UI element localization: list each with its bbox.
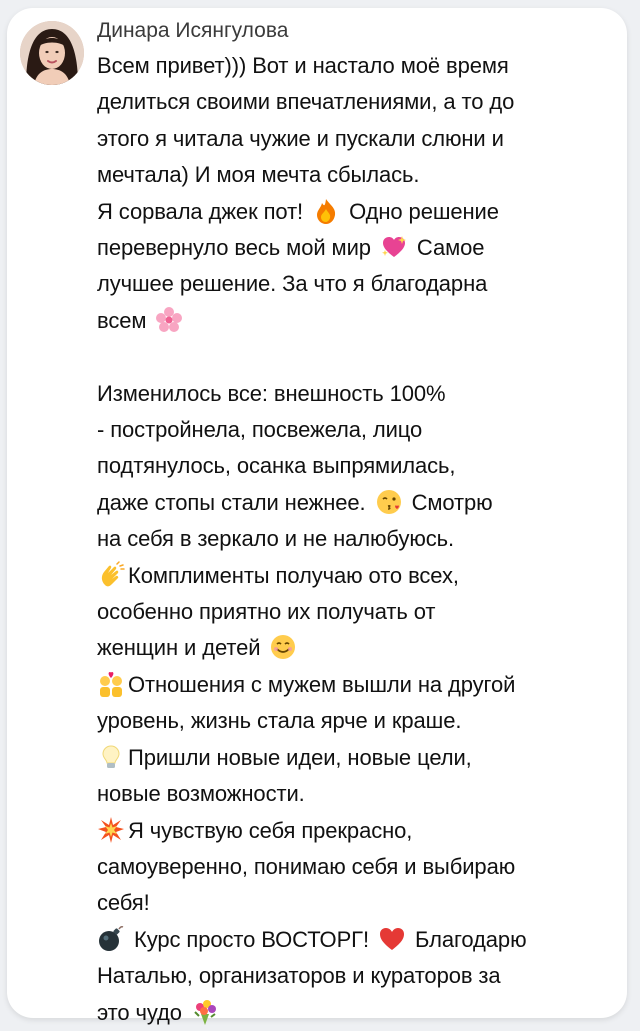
author-name[interactable]: Динара Исянгулова (97, 19, 289, 42)
review-line (97, 412, 617, 448)
review-text: Всем привет))) Вот и настало моё время (97, 53, 509, 78)
review-text: Изменилось все: внешность 100% (97, 380, 446, 406)
review-line (97, 485, 617, 521)
review-text: женщин и детей (97, 635, 261, 661)
review-line (97, 922, 617, 958)
review-text: это чудо (97, 999, 182, 1025)
review-line (97, 121, 617, 157)
review-line (97, 558, 617, 594)
review-line (97, 630, 617, 666)
review-text: Благодарю (415, 926, 527, 952)
review-line (97, 995, 617, 1031)
review-line (97, 376, 617, 412)
review-line (97, 776, 617, 812)
review-text: на себя в зеркало и не налюбуюсь. (97, 526, 455, 552)
review-text: Наталью, организаторов и кураторов за (97, 963, 501, 989)
review-text: Комплименты получаю ото всех, (128, 562, 459, 588)
review-text: Я сорвала джек пот! (97, 198, 304, 224)
review-text: Курс просто ВОСТОРГ! (134, 926, 369, 952)
review-text: подтянулось, осанка выпрямилась, (97, 453, 456, 479)
review-text: Я чувствую себя прекрасно, (128, 817, 413, 843)
review-text: делиться своими впечатлениями, а то до (97, 89, 515, 115)
paragraph-gap (97, 339, 617, 375)
review-text: лучшее решение. За что я благодарна (97, 271, 488, 297)
review-text: Одно решение (349, 198, 499, 224)
review-line (97, 448, 617, 484)
review-text: себя! (97, 890, 150, 916)
bomb-icon (97, 925, 125, 953)
review-line (97, 594, 617, 630)
review-text: Пришли новые идеи, новые цели, (128, 744, 472, 770)
review-text: уровень, жизнь стала ярче и краше. (97, 708, 462, 734)
review-text: Смотрю (411, 489, 493, 515)
review-text: Отношения с мужем вышли на другой (128, 671, 516, 697)
clapping-hands-icon (97, 561, 125, 589)
sparkling-heart-icon (380, 233, 408, 261)
collision-icon (97, 816, 125, 844)
light-bulb-icon (97, 743, 125, 771)
review-line (97, 813, 617, 849)
review-line (97, 667, 617, 703)
review-text: даже стопы стали нежнее. (97, 489, 366, 515)
kissing-face-icon (375, 488, 403, 516)
review-line (97, 885, 617, 921)
review-card (7, 8, 627, 1025)
couple-with-heart-icon (97, 670, 125, 698)
avatar[interactable] (20, 21, 84, 85)
review-text: этого я читала чужие и пускали слюни и (97, 125, 504, 151)
review-text: всем (97, 307, 147, 333)
review-line (97, 84, 617, 120)
review-line (97, 48, 617, 84)
review-line (97, 266, 617, 302)
review-line (97, 230, 617, 266)
red-heart-icon (378, 925, 406, 953)
review-line (97, 703, 617, 739)
review-line (97, 740, 617, 776)
review-line (97, 958, 617, 994)
review-line (97, 194, 617, 230)
review-text: перевернуло весь мой мир (97, 235, 371, 261)
cherry-blossom-icon (155, 306, 183, 334)
review-text: мечтала) И моя мечта сбылась. (97, 162, 420, 188)
review-content (97, 18, 617, 1031)
review-text: Самое (416, 235, 485, 261)
fire-icon (312, 197, 340, 225)
review-line (97, 303, 617, 339)
review-line (97, 157, 617, 193)
review-line (97, 521, 617, 557)
review-text: новые возможности. (97, 781, 305, 807)
review-line (97, 849, 617, 885)
review-text: особенно приятно их получать от (97, 599, 436, 625)
bouquet-icon (191, 998, 219, 1026)
review-text: - постройнела, посвежела, лицо (97, 417, 423, 443)
review-text: самоуверенно, понимаю себя и выбираю (97, 853, 516, 879)
smiling-face-icon (269, 633, 297, 661)
